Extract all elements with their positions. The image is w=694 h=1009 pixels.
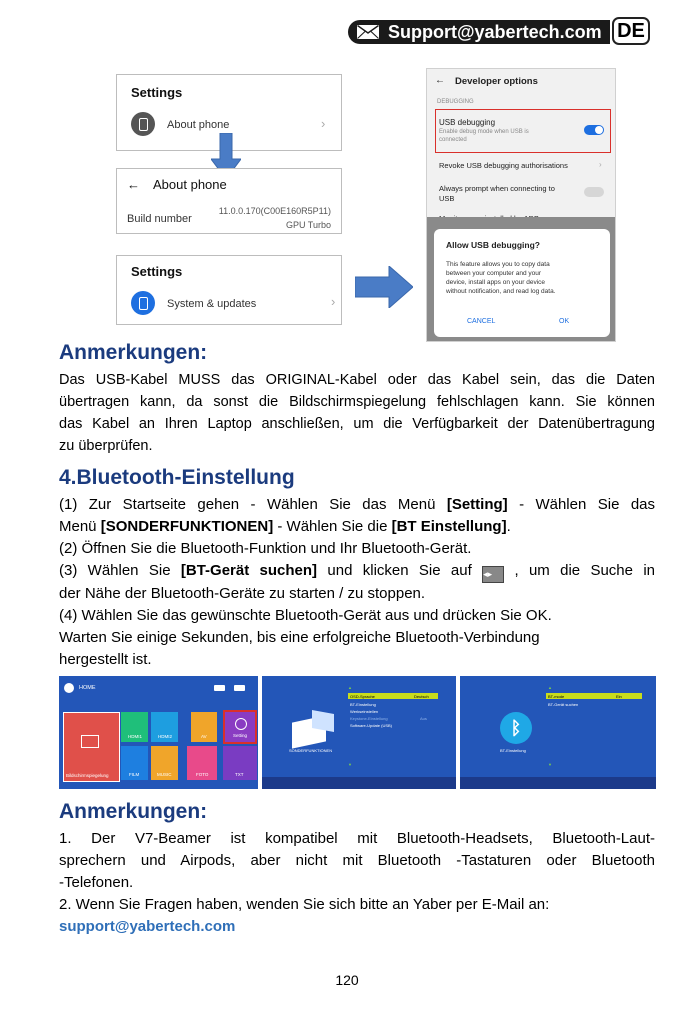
home-icon[interactable] [64, 683, 74, 693]
osd-language-value: Deutsch [414, 694, 429, 699]
note2-paragraph [59, 828, 655, 938]
menu-factory-reset[interactable]: Werkseinstellen [350, 709, 379, 714]
back-arrow-icon[interactable]: ← [127, 177, 140, 192]
notes-heading: Anmerkungen: [59, 341, 208, 364]
ok-button[interactable]: OK [559, 318, 570, 325]
chevron-right-icon: › [331, 294, 336, 309]
bt-settings-label: BT-Einstellung [500, 748, 526, 753]
developer-options-screenshot [426, 68, 616, 342]
dialog-title: Allow USB debugging? [446, 240, 540, 250]
tile-setting[interactable]: Setting [223, 710, 257, 744]
note1-line: Das USB-Kabel MUSS das ORIGINAL-Kabel oder das Kabel sein, das die Daten [59, 372, 655, 388]
tile-hdmi2[interactable]: HDMI2 [151, 712, 178, 742]
tile-av[interactable]: AV [191, 712, 217, 742]
tile-foto[interactable]: FOTO [187, 746, 217, 780]
usb-debugging-toggle[interactable] [584, 125, 604, 135]
build-number-value: 11.0.0.170(C00E160R5P11) [218, 206, 331, 216]
down-arrow-icon: ▼ [348, 762, 352, 767]
home-label: HOME [79, 685, 96, 691]
bt-mode-value: Ein [616, 694, 622, 699]
phone-icon [131, 112, 155, 136]
note2-line: 1. Der V7-Beamer ist kompatibel mit Bluetooth-Headsets, Bluetooth-Laut- [59, 830, 655, 847]
home-screen [59, 676, 258, 789]
usb-debugging-dialog [434, 229, 610, 337]
card-title: Settings [131, 85, 183, 100]
tile-screen-mirroring[interactable]: Bildschirmspiegelung [63, 712, 120, 782]
system-update-icon [131, 291, 155, 315]
tile-film[interactable]: FILM [121, 746, 148, 780]
always-prompt: USB [439, 194, 455, 203]
always-prompt-toggle[interactable] [584, 187, 604, 197]
system-updates-item[interactable]: System & updates [167, 298, 257, 310]
dialog-text: This feature allows you to copy data [446, 261, 550, 268]
support-email-badge: Support@yabertech.com [348, 20, 610, 44]
menu-bt-search[interactable]: BT-Gerät suchen [548, 702, 579, 707]
note2-line: -Telefonen. [59, 874, 134, 891]
up-arrow-icon: ▲ [348, 685, 352, 690]
language-badge: DE [612, 17, 650, 45]
menu-bt-settings[interactable]: BT-Einstellung [350, 702, 376, 707]
step2-line: (2) Öffnen Sie die Bluetooth-Funktion und Ihr Bluetooth-Gerät. [59, 540, 472, 557]
step3-line: (3) Wählen Sie [BT-Gerät suchen] und klicken Sie auf ◂▸ , um die Suche in [59, 560, 655, 583]
card-title: About phone [153, 177, 227, 192]
special-functions-screen [262, 676, 456, 789]
usb-debugging-desc: connected [439, 137, 467, 143]
special-functions-label: SONDERFUNKTIONEN [289, 748, 333, 753]
nav-bar [460, 777, 656, 789]
note2-line: sprechern und Airpods, aber nicht mit Bluetooth -Tastaturen oder Bluetooth [59, 852, 655, 869]
bluetooth-icon: ᛒ [500, 712, 532, 744]
revoke-authorisations[interactable]: Revoke USB debugging authorisations [439, 161, 568, 170]
mail-icon [357, 25, 379, 39]
arrow-right-icon [355, 266, 413, 308]
support-email-link[interactable]: support@yabertech.com [59, 918, 236, 935]
card-title: Settings [131, 264, 183, 279]
note1-line: das Kabel an Ihren Laptop anschließen, um die Verfügbarkeit der Datenübertragung [59, 416, 655, 432]
note1-line: zu überprüfen. [59, 438, 153, 454]
keystone-value: Aus [420, 716, 427, 721]
page-number: 120 [335, 972, 359, 988]
nav-bar [262, 777, 456, 789]
gpu-turbo-label: GPU Turbo [285, 220, 331, 230]
chevron-right-icon: › [599, 160, 602, 169]
menu-keystone[interactable]: Keystone-Einstellung [350, 716, 388, 721]
chevron-right-icon: › [321, 116, 326, 131]
build-number-label[interactable]: Build number [127, 213, 192, 225]
bt-settings-screen [460, 676, 656, 789]
tile-music[interactable]: MUSIC [151, 746, 178, 780]
up-arrow-icon: ▲ [548, 685, 552, 690]
usb-debugging-desc: Enable debug mode when USB is [439, 129, 529, 135]
cancel-button[interactable]: CANCEL [467, 318, 496, 325]
menu-osd-language[interactable]: OSD-Sprache [350, 694, 375, 699]
step4-line: (4) Wählen Sie das gewünschte Bluetooth-Gerät aus und drücken Sie OK. [59, 607, 552, 624]
step1-line: Menü [SONDERFUNKTIONEN] - Wählen Sie die [BT Einstellung]. [59, 518, 511, 535]
step3-line: der Nähe der Bluetooth-Geräte zu starten / zu stoppen. [59, 585, 426, 602]
step4-line: hergestellt ist. [59, 651, 152, 668]
notes-heading: Anmerkungen: [59, 800, 208, 823]
usb-icon [214, 685, 225, 691]
play-pause-icon: ◂▸ [482, 566, 504, 583]
step1-line: (1) Zur Startseite gehen - Wählen Sie das Menü [Setting] - Wählen Sie das [59, 496, 656, 513]
down-arrow-icon: ▼ [548, 762, 552, 767]
step4-line: Warten Sie einige Sekunden, bis eine erfolgreiche Bluetooth-Verbindung [59, 629, 540, 646]
usb-debugging-label[interactable]: USB debugging [439, 118, 496, 127]
menu-software-update[interactable]: Software-Update (USB) [350, 723, 393, 728]
battery-icon [234, 685, 245, 691]
dialog-text: between your computer and your [446, 270, 542, 277]
note1-line: übertragen kann, da sonst die Bildschirmspiegelung fehlschlagen kann. Sie können [59, 394, 655, 410]
bluetooth-steps [59, 494, 655, 671]
menu-bt-mode[interactable]: BT-mode [548, 694, 565, 699]
note1-paragraph [59, 369, 655, 457]
dialog-text: without notification, and read log data. [446, 288, 556, 295]
tile-txt[interactable]: TXT [223, 746, 257, 780]
note2-line: 2. Wenn Sie Fragen haben, wenden Sie sich bitte an Yaber per E-Mail an: [59, 896, 550, 913]
tile-hdmi1[interactable]: HDMI1 [121, 712, 148, 742]
dev-title: Developer options [455, 76, 538, 87]
back-arrow-icon[interactable]: ← [435, 75, 445, 86]
bluetooth-heading: 4.Bluetooth-Einstellung [59, 466, 295, 489]
about-phone-item[interactable]: About phone [167, 119, 230, 131]
settings-card-system-updates [116, 255, 342, 325]
about-phone-card [116, 168, 342, 234]
debugging-section: DEBUGGING [437, 99, 474, 105]
dialog-text: device, install apps on your device [446, 279, 546, 286]
always-prompt[interactable]: Always prompt when connecting to [439, 184, 555, 193]
